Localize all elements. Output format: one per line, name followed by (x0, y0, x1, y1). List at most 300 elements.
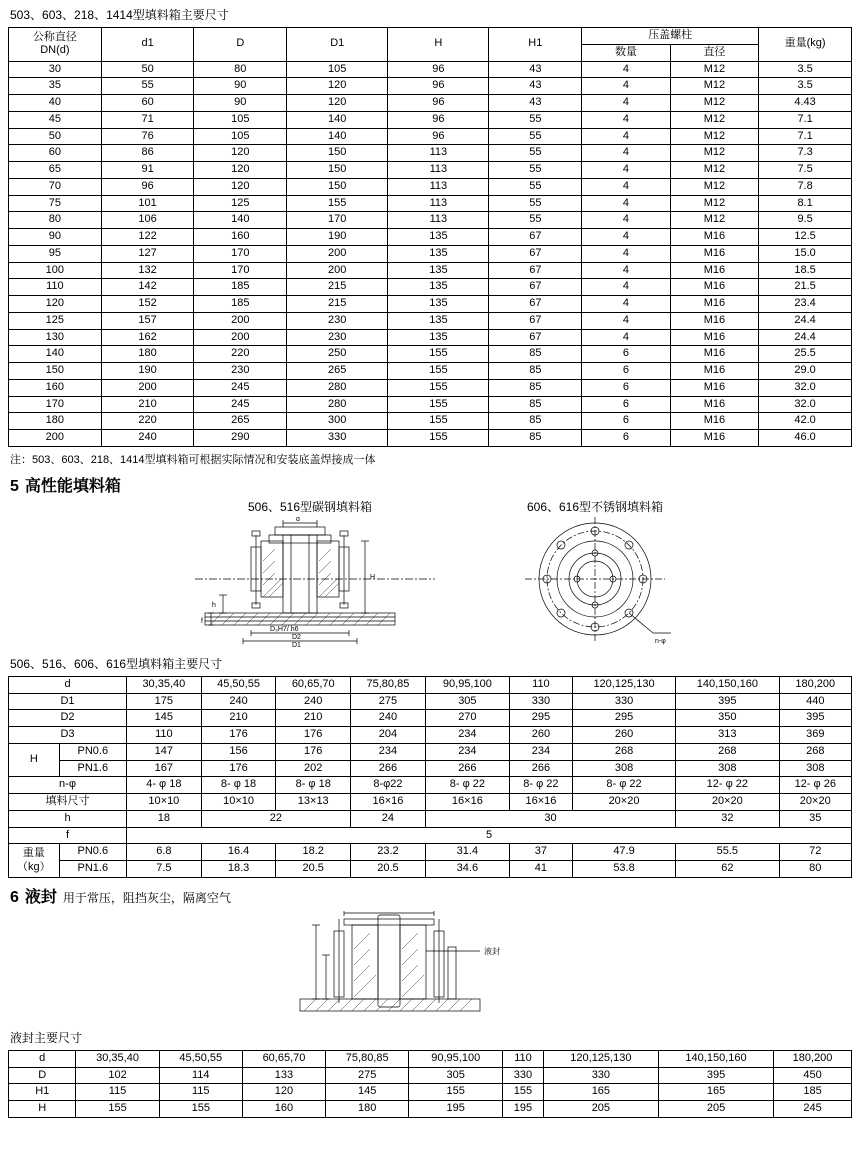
table-cell: 53.8 (572, 861, 675, 878)
table-cell: 67 (489, 296, 582, 313)
table-cell: 230 (194, 363, 287, 380)
table-cell: 135 (388, 312, 489, 329)
table-cell: 170 (287, 212, 388, 229)
table-cell: 13×13 (276, 794, 351, 811)
table-cell: 105 (194, 111, 287, 128)
table-cell: 150 (287, 145, 388, 162)
table-cell: 115 (159, 1084, 242, 1101)
table-cell: 185 (194, 296, 287, 313)
label-D3: D₃H7/ h6 (270, 625, 299, 633)
table-body (9, 1050, 852, 1117)
table-cell: 60 (101, 95, 194, 112)
table-cell: 24 (351, 810, 426, 827)
table-cell: 16.4 (201, 844, 276, 861)
table-cell: 122 (101, 229, 194, 246)
table-cell: 4 (582, 162, 671, 179)
table-cell: 90 (194, 95, 287, 112)
table-cell: 20×20 (572, 794, 675, 811)
table-cell: 140 (194, 212, 287, 229)
table-cell: 4 (582, 178, 671, 195)
table-cell: 113 (388, 212, 489, 229)
table-cell: M12 (670, 178, 759, 195)
table-cell: 4 (582, 296, 671, 313)
table-cell: 234 (425, 743, 509, 760)
table-503-603-218-1414 (8, 27, 852, 447)
table-cell: 18.2 (276, 844, 351, 861)
table-cell: 110 (127, 727, 202, 744)
table-cell: 4 (582, 145, 671, 162)
table-cell: 113 (388, 145, 489, 162)
table-cell: 155 (287, 195, 388, 212)
table-cell: 234 (425, 727, 509, 744)
table-cell: 55 (489, 178, 582, 195)
col-header: 30,35,40 (127, 676, 202, 693)
table-cell: 55 (101, 78, 194, 95)
table-cell: 120 (287, 95, 388, 112)
table-cell: 113 (388, 195, 489, 212)
table-cell: 240 (201, 693, 276, 710)
table-cell: 7.1 (759, 128, 852, 145)
table-row (9, 693, 852, 710)
row-label-H: H (9, 743, 60, 777)
table-row (9, 727, 852, 744)
table-cell: 4 (582, 128, 671, 145)
table-cell: 120 (9, 296, 102, 313)
table-cell: 16×16 (509, 794, 572, 811)
table-row (9, 1101, 852, 1118)
table-cell: 200 (9, 430, 102, 447)
table-cell: 105 (194, 128, 287, 145)
table-cell: 55 (489, 128, 582, 145)
table-cell: 32.0 (759, 396, 852, 413)
table-cell: 266 (509, 760, 572, 777)
table-cell: 280 (287, 396, 388, 413)
table-cell: 210 (101, 396, 194, 413)
table-cell: M16 (670, 279, 759, 296)
table-cell: 180 (326, 1101, 409, 1118)
table-cell: 176 (201, 760, 276, 777)
table-cell: 240 (276, 693, 351, 710)
table-cell: 6 (582, 430, 671, 447)
table-cell: M12 (670, 145, 759, 162)
table-row (9, 212, 852, 229)
table-cell: 155 (409, 1084, 503, 1101)
table-cell: 22 (201, 810, 350, 827)
table-cell: 200 (194, 312, 287, 329)
table-cell: 8- φ 18 (276, 777, 351, 794)
table-cell: 42.0 (759, 413, 852, 430)
table-cell: 50 (9, 128, 102, 145)
table-cell: 176 (201, 727, 276, 744)
col-header: 90,95,100 (409, 1050, 503, 1067)
row-label: H (9, 1101, 76, 1118)
table-row (9, 743, 852, 760)
table-cell: 16×16 (351, 794, 426, 811)
table-cell: 8-φ22 (351, 777, 426, 794)
table-cell: 91 (101, 162, 194, 179)
col-dn (9, 28, 102, 62)
table-cell: 18 (127, 810, 202, 827)
table-cell: 67 (489, 229, 582, 246)
col-bolt-count: 数量 (582, 44, 671, 61)
table-cell: 120 (242, 1084, 325, 1101)
col-header: 120,125,130 (543, 1050, 658, 1067)
col-d1: d1 (101, 28, 194, 62)
table-cell: 100 (9, 262, 102, 279)
table-row (9, 195, 852, 212)
col-header: 75,80,85 (326, 1050, 409, 1067)
col-bolt-dia: 直径 (670, 44, 759, 61)
table-cell: 25.5 (759, 346, 852, 363)
col-header: 75,80,85 (351, 676, 426, 693)
table-cell: 115 (76, 1084, 159, 1101)
col-D1: D1 (287, 28, 388, 62)
table-cell: 330 (509, 693, 572, 710)
col-header: 110 (509, 676, 572, 693)
table-cell: 160 (9, 379, 102, 396)
figure-stainless-steel (495, 498, 695, 647)
row-label-h: h (9, 810, 127, 827)
table-cell: 21.5 (759, 279, 852, 296)
table-cell: 32.0 (759, 379, 852, 396)
table-row (9, 794, 852, 811)
table-cell: 55 (489, 212, 582, 229)
table-row (9, 379, 852, 396)
table-cell: 110 (9, 279, 102, 296)
table-cell: 67 (489, 329, 582, 346)
table-cell: 135 (388, 296, 489, 313)
table-cell: 155 (503, 1084, 544, 1101)
table-cell: 7.8 (759, 178, 852, 195)
table-cell: 40 (9, 95, 102, 112)
table-cell: M12 (670, 95, 759, 112)
table-cell: 180 (101, 346, 194, 363)
table-cell: 190 (287, 229, 388, 246)
table-row (9, 710, 852, 727)
table-cell: 45 (9, 111, 102, 128)
table-cell: 20×20 (779, 794, 851, 811)
table-cell: 200 (287, 262, 388, 279)
table-cell: 23.4 (759, 296, 852, 313)
table-cell: 180 (9, 413, 102, 430)
table-cell: 32 (676, 810, 779, 827)
row-sublabel: PN0.6 (59, 844, 126, 861)
sectional-drawing-packing-box (165, 517, 455, 647)
col-header: 60,65,70 (276, 676, 351, 693)
table-cell: 20.5 (276, 861, 351, 878)
table-row (9, 312, 852, 329)
table-cell: 170 (194, 262, 287, 279)
col-H1: H1 (489, 28, 582, 62)
table-row (9, 262, 852, 279)
label-d: d (296, 516, 300, 523)
col-header: 120,125,130 (572, 676, 675, 693)
table-cell: 35 (779, 810, 851, 827)
table-cell: 155 (388, 346, 489, 363)
col-weight: 重量(kg) (759, 28, 852, 62)
table-cell: 234 (509, 743, 572, 760)
label-f: f (201, 617, 203, 625)
table-cell: 34.6 (425, 861, 509, 878)
section6-heading (10, 884, 852, 907)
table-cell: 395 (779, 710, 851, 727)
table-cell: 95 (9, 245, 102, 262)
table-liquid-seal (8, 1050, 852, 1118)
table-cell: M12 (670, 61, 759, 78)
label-H: H (370, 573, 376, 581)
table-cell: 160 (242, 1101, 325, 1118)
table-row (9, 1067, 852, 1084)
table-cell: 96 (388, 111, 489, 128)
table-cell: 120 (287, 78, 388, 95)
table-cell: 260 (509, 727, 572, 744)
table-cell: 369 (779, 727, 851, 744)
table-cell: 80 (194, 61, 287, 78)
table-cell: 35 (9, 78, 102, 95)
table-cell: 43 (489, 78, 582, 95)
table-cell: 290 (194, 430, 287, 447)
table-row (9, 844, 852, 861)
table-cell: 24.4 (759, 329, 852, 346)
table-cell: M16 (670, 262, 759, 279)
table-cell: 140 (287, 128, 388, 145)
table-cell: 155 (388, 379, 489, 396)
table-cell: 90 (194, 78, 287, 95)
table-cell: 7.5 (759, 162, 852, 179)
table-cell: 4- φ 18 (127, 777, 202, 794)
table-cell: 195 (503, 1101, 544, 1118)
table-cell: 280 (287, 379, 388, 396)
table-cell: 200 (101, 379, 194, 396)
col-dn-line2: DN(d) (40, 44, 70, 57)
table-cell: 6 (582, 346, 671, 363)
table-cell: 4 (582, 61, 671, 78)
table-cell: 150 (287, 162, 388, 179)
table-cell: 268 (572, 743, 675, 760)
table-cell: 12- φ 26 (779, 777, 851, 794)
row-sublabel: PN1.6 (59, 760, 126, 777)
table-cell: 85 (489, 396, 582, 413)
table-cell: 96 (388, 61, 489, 78)
row-label-weight: 重量（kg） (9, 844, 60, 878)
col-header: 180,200 (774, 1050, 852, 1067)
table-cell: 20×20 (676, 794, 779, 811)
table-cell: 205 (658, 1101, 773, 1118)
table-cell: 101 (101, 195, 194, 212)
table-cell: 5 (127, 827, 852, 844)
col-H: H (388, 28, 489, 62)
table-cell: 30 (425, 810, 675, 827)
table-cell: 220 (194, 346, 287, 363)
table-cell: 85 (489, 413, 582, 430)
figure-left-caption: 506、516型碳钢填料箱 (247, 499, 373, 514)
table-cell: M16 (670, 379, 759, 396)
table-cell: M16 (670, 245, 759, 262)
table-cell: 155 (388, 413, 489, 430)
table-cell: 85 (489, 430, 582, 447)
table-cell: 8- φ 18 (201, 777, 276, 794)
table-row (9, 396, 852, 413)
table-row (9, 413, 852, 430)
table-cell: 150 (287, 178, 388, 195)
table-cell: 135 (388, 245, 489, 262)
table-cell: 147 (127, 743, 202, 760)
table-cell: 3.5 (759, 78, 852, 95)
table-cell: 268 (676, 743, 779, 760)
figure-right-caption: 606、616型不锈钢填料箱 (526, 499, 664, 514)
row-sublabel: PN0.6 (59, 743, 126, 760)
table-cell: 266 (425, 760, 509, 777)
label-D2: D2 (292, 633, 301, 641)
table-cell: 70 (9, 178, 102, 195)
table-header-row (9, 1050, 852, 1067)
col-header: 140,150,160 (676, 676, 779, 693)
table-506-516-606-616 (8, 676, 852, 878)
table-cell: M16 (670, 346, 759, 363)
table-cell: 152 (101, 296, 194, 313)
label-D1: D1 (292, 641, 301, 647)
table-cell: 170 (9, 396, 102, 413)
table-cell: 210 (276, 710, 351, 727)
table-cell: 145 (326, 1084, 409, 1101)
table-cell: 330 (287, 430, 388, 447)
table-cell: 295 (509, 710, 572, 727)
table-cell: M12 (670, 212, 759, 229)
table-row (9, 78, 852, 95)
table-cell: 113 (388, 178, 489, 195)
table-cell: 185 (774, 1084, 852, 1101)
table-cell: 55.5 (676, 844, 779, 861)
table-cell: 18.5 (759, 262, 852, 279)
col-header: 45,50,55 (201, 676, 276, 693)
row-label-n-phi: n-φ (9, 777, 127, 794)
section5-number: 5 (10, 477, 19, 495)
table-cell: 245 (774, 1101, 852, 1118)
table-cell: 125 (9, 312, 102, 329)
table-cell: M16 (670, 413, 759, 430)
table-cell: 4 (582, 78, 671, 95)
table-cell: 71 (101, 111, 194, 128)
table-cell: 105 (287, 61, 388, 78)
table-cell: 140 (287, 111, 388, 128)
table-cell: 55 (489, 195, 582, 212)
table-cell: 245 (194, 379, 287, 396)
table-row (9, 178, 852, 195)
row-label-f: f (9, 827, 127, 844)
table-cell: 4 (582, 95, 671, 112)
table-cell: 41 (509, 861, 572, 878)
table-cell: M12 (670, 78, 759, 95)
table-cell: 6.8 (127, 844, 202, 861)
table-cell: 46.0 (759, 430, 852, 447)
table-cell: 96 (388, 78, 489, 95)
table-cell: 176 (276, 743, 351, 760)
col-D: D (194, 28, 287, 62)
label-liquid-seal: 液封 (484, 946, 500, 956)
table-cell: 125 (194, 195, 287, 212)
table-cell: 85 (489, 363, 582, 380)
table-cell: M16 (670, 329, 759, 346)
table-row (9, 827, 852, 844)
table-cell: 55 (489, 162, 582, 179)
table-cell: 65 (9, 162, 102, 179)
table-cell: 18.3 (201, 861, 276, 878)
table-row (9, 810, 852, 827)
table-cell: 266 (351, 760, 426, 777)
table-row (9, 296, 852, 313)
table-cell: 157 (101, 312, 194, 329)
table-cell: 450 (774, 1067, 852, 1084)
table-cell: 150 (9, 363, 102, 380)
table-cell: 7.1 (759, 111, 852, 128)
figure-carbon-steel (165, 498, 455, 647)
table-cell: 250 (287, 346, 388, 363)
table-cell: 106 (101, 212, 194, 229)
table-cell: 395 (676, 693, 779, 710)
table-cell: 245 (194, 396, 287, 413)
table-cell: 162 (101, 329, 194, 346)
table-cell: 62 (676, 861, 779, 878)
table-cell: 155 (388, 363, 489, 380)
table-cell: 76 (101, 128, 194, 145)
table-cell: 230 (287, 329, 388, 346)
col-header: 140,150,160 (658, 1050, 773, 1067)
table-cell: 12- φ 22 (676, 777, 779, 794)
table-row (9, 162, 852, 179)
table-cell: M16 (670, 296, 759, 313)
table-cell: 67 (489, 279, 582, 296)
table-cell: 165 (658, 1084, 773, 1101)
table-cell: 132 (101, 262, 194, 279)
table-cell: 308 (676, 760, 779, 777)
col-d: d (9, 676, 127, 693)
table-cell: 43 (489, 95, 582, 112)
table-cell: 220 (101, 413, 194, 430)
table-cell: 67 (489, 312, 582, 329)
table-cell: 8- φ 22 (425, 777, 509, 794)
table-cell: 170 (194, 245, 287, 262)
col-header: 30,35,40 (76, 1050, 159, 1067)
row-label: D (9, 1067, 76, 1084)
table-cell: 85 (489, 346, 582, 363)
table-cell: 4 (582, 229, 671, 246)
table-cell: 330 (572, 693, 675, 710)
table-cell: M12 (670, 195, 759, 212)
table-cell: M16 (670, 363, 759, 380)
table-cell: 4.43 (759, 95, 852, 112)
table-cell: 204 (351, 727, 426, 744)
table-header-row (9, 676, 852, 693)
table-cell: 50 (101, 61, 194, 78)
table-cell: 127 (101, 245, 194, 262)
table-cell: 15.0 (759, 245, 852, 262)
table-cell: 23.2 (351, 844, 426, 861)
plan-view-packing-box (495, 517, 695, 647)
table-cell: 96 (101, 178, 194, 195)
table-cell: 4 (582, 195, 671, 212)
table-cell: 60 (9, 145, 102, 162)
table-cell: 120 (194, 178, 287, 195)
table-cell: 190 (101, 363, 194, 380)
table-cell: 155 (388, 396, 489, 413)
section1-note: 注：503、603、218、1414型填料箱可根据实际情况和安装底盖焊接成一体 (10, 453, 376, 466)
table-cell: 200 (194, 329, 287, 346)
table-cell: 155 (388, 430, 489, 447)
table-cell: 308 (779, 760, 851, 777)
table-body (9, 61, 852, 446)
table-cell: 142 (101, 279, 194, 296)
table-cell: 8- φ 22 (509, 777, 572, 794)
